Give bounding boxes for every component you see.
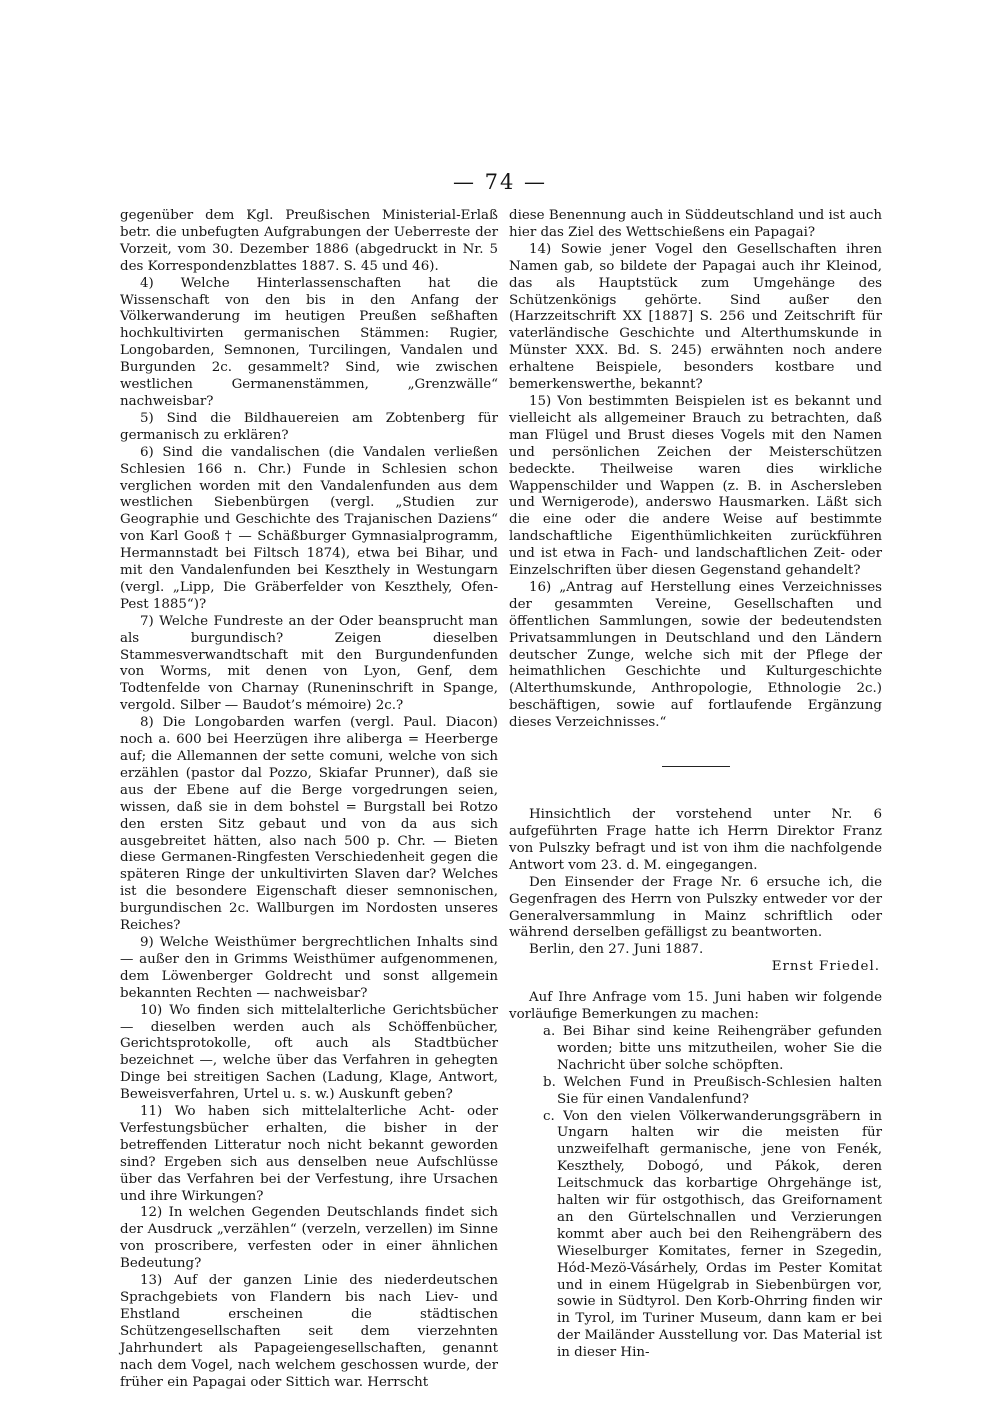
paragraph: Auf Ihre Anfrage vom 15. Juni haben wir folgende vorläufige Bemerkungen zu machen: <box>509 990 882 1023</box>
paragraph: 10) Wo finden sich mittelalterliche Gerichtsbücher — dieselben werden auch als Schöffenbücher, Gerichtsprotokolle, oft auch als Stadtbücher bezeichnet —, welche über das Verfahren in gehegten Dinge bei streitigen Sachen (Ladung, Klage, Antwort, Beweisverfahren, Urtel u. s. w.) Auskunft geben? <box>120 1002 498 1103</box>
paragraph: 12) In welchen Gegenden Deutschlands findet sich der Ausdruck „verzählen“ (verzeln, verzellen) im Sinne von proscribere, verfesten oder in einer ähnlichen Bedeutung? <box>120 1205 498 1272</box>
paragraph: Berlin, den 27. Juni 1887. <box>529 942 704 958</box>
paragraph: 13) Auf der ganzen Linie des niederdeutschen Sprachgebiets von Flandern bis nach Liev- und Ehstland erscheinen die städtischen Schützengesellschaften seit dem vierzehnten Jahrhundert als Papageiengesellschaften, genannt nach dem Vogel, nach welchem geschossen wurde, der früher ein Papagai oder Sittich war. Herrscht <box>120 1273 498 1390</box>
paragraph: 5) Sind die Bildhauereien am Zobtenberg für germanisch zu erklären? <box>120 410 498 443</box>
left-column <box>120 208 498 1391</box>
paragraph: Hinsichtlich der vorstehend unter Nr. 6 aufgeführten Frage hatte ich Herrn Direktor Franz von Pulszky befragt und ist von ihm die nachfolgende Antwort vom 23. d. M. eingegangen. <box>509 807 882 873</box>
signature: Ernst Friedel. <box>771 959 880 975</box>
section-divider <box>662 766 730 767</box>
paragraph: 4) Welche Hinterlassenschaften hat die Wissenschaft von den bis in den Anfang der Völkerwanderung im heutigen Preußen seßhaften hochkultivirten germanischen Stämmen: Rugier, Longobarden, Semnonen, Turcilingen, Vandalen und Burgunden 2c. gesammelt? Sind, wie zwischen westlichen Germanenstämmen, „Grenzwälle“ nachweisbar? <box>120 275 498 409</box>
questions-continued <box>509 208 882 732</box>
list-item: c. Von den vielen Völkerwanderungsgräbern in Ungarn halten wir die meisten für unzweifelhaft germanische, jene von Fenék, Keszthely, Dobogó, und Pákok, deren Leitschmuck das korbartige Ohrgehänge ist, halten wir für ostgothisch, das Greifornament an den Gürtelschnallen und Verzierungen kommt aber auch bei den Reihengräbern des Wieselburger Komitates, ferner in Szegedin, Hód-Mezö-Vásárhely, Ordas im Pester Komitat und in einem Hügelgrab in Siebenbürgen vor, sowie in Südtyrol. Den Korb-Ohrring finden wir in Tyrol, im Turiner Museum, dann kam er bei der Mailänder Ausstellung vor. Das Material ist in dieser Hin- <box>543 1108 882 1361</box>
right-column <box>509 208 882 1362</box>
paragraph: 7) Welche Fundreste an der Oder beansprucht man als burgundisch? Zeigen dieselben Stammesverwandtschaft mit den Burgundenfunden von Worms, mit denen von Lyon, Genf, dem Todtenfelde von Charnay (Runeninschrift in Spange, vergold. Silber — Baudot’s mémoire) 2c.? <box>120 613 498 714</box>
paragraph: gegenüber dem Kgl. Preußischen Ministerial-Erlaß betr. die unbefugten Aufgrabungen der Ueberreste der Vorzeit, vom 30. Dezember 1886 (abgedruckt in Nr. 5 des Korrespondenzblattes 1887. S. 45 und 46). <box>120 208 498 274</box>
section-spacer <box>509 976 882 990</box>
paragraph: 11) Wo haben sich mittelalterliche Acht- oder Verfestungsbücher erhalten, die bisher in der betreffenden Litteratur noch nicht bekannt geworden sind? Ergeben sich aus denselben neue Aufschlüsse über das Verfahren bei der Verfestung, ihre Ursachen und ihre Wirkungen? <box>120 1104 498 1204</box>
reply-letter <box>509 990 882 1362</box>
editorial-note <box>509 807 882 976</box>
paragraph: diese Benennung auch in Süddeutschland und ist auch hier das Ziel des Wettschießens ein Papagai? <box>509 208 882 240</box>
paragraph: 14) Sowie jener Vogel den Gesellschaften ihren Namen gab, so bildete der Papagai auch ihr Kleinod, das als Hauptstück zum Umgehänge des Schützenkönigs gehörte. Sind außer den (Harzzeitschrift XX [1887] S. 256 und Zeitschrift für vaterländische Geschichte und Alterthumskunde in Münster XXX. Bd. S. 245) erwähnten noch andere erhaltene Beispiele, besonders kostbare und bemerkenswerthe, bekannt? <box>509 241 882 393</box>
list-item: b. Welchen Fund in Preußisch-Schlesien halten Sie für einen Vandalenfund? <box>543 1074 882 1107</box>
paragraph: Den Einsender der Frage Nr. 6 ersuche ich, die Gegenfragen des Herrn von Pulszky entweder vor der Generalversammlung in Mainz schriftlich oder während derselben gefälligst zu beantworten. <box>509 874 882 941</box>
paragraph: 6) Sind die vandalischen (die Vandalen verließen Schlesien 166 n. Chr.) Funde in Schlesien schon verglichen worden mit den Vandalenfunden aus dem westlichen Siebenbürgen (vergl. „Studien zur Geographie und Geschichte des Trajanischen Daziens“ von Karl Gooß † — Schäßburger Gymnasialprogramm, Hermannstadt bei Filtsch 1874), etwa bei Bihar, und mit den Vandalenfunden bei Keszthely in Westungarn (vergl. „Lipp, Die Gräberfelder von Keszthely, Ofen-Pest 1885“)? <box>120 444 498 612</box>
paragraph: 8) Die Longobarden warfen (vergl. Paul. Diacon) noch a. 600 bei Heerzügen ihre aliberga = Heerberge auf; die Allemannen der sette comuni, welche von sich erzählen (pastor dal Pozzo, Skiafar Prunner), daß sie aus der Ebene auf die Berge vorgedrungen seien, wissen, daß sie in dem bohstel = Burgstall bei Rotzo den ersten Sitz gebaut und von da aus sich ausgebreitet hätten, also nach 500 p. Chr. — Bieten diese Germanen-Ringfesten Verschiedenheit gegen die späteren Ringe der unkultivirten Slaven dar? Welches ist die besondere Eigenschaft dieser semnonischen, burgundischen 2c. Wallburgen im Nordosten unseres Reiches? <box>120 715 498 934</box>
paragraph: 9) Welche Weisthümer bergrechtlichen Inhalts sind — außer den in Grimms Weisthümer aufgenommenen, dem Löwenberger Goldrecht und sonst allgemein bekannten Rechten — nachweisbar? <box>120 934 498 1001</box>
list-item: a. Bei Bihar sind keine Reihengräber gefunden worden; bitte uns mitzutheilen, woher Sie die Nachricht über solche schöpften. <box>543 1023 882 1073</box>
page-number: — 74 — <box>452 170 548 194</box>
paragraph: 15) Von bestimmten Beispielen ist es bekannt und vielleicht als allgemeiner Brauch zu betrachten, daß man Flügel und Brust dieses Vogels mit den Namen und persönlichen Zeichen der Meisterschützen bedeckte. Theilweise waren dies wirkliche Wappenschilder und Wappen (z. B. in Aschersleben und Wernigerode), anderswo Hausmarken. Läßt sich die eine oder die andere Weise auf bestimmte landschaftliche Eigenthümlichkeiten zurückführen und ist etwa in Fach- und landschaftlichen Zeit- oder Einzelschriften über diesen Gegenstand gehandelt? <box>509 393 882 579</box>
paragraph: 16) „Antrag auf Herstellung eines Verzeichnisses der gesammten Vereine, Gesellschaften und öffentlichen Sammlungen, sowie der bedeutendsten Privatsammlungen in Deutschland und den Ländern deutscher Zunge, welche sich mit der Pflege der heimathlichen Geschichte und Kulturgeschichte (Alterthumskunde, Anthropologie, Ethnologie 2c.) beschäftigen, sowie auf fortlaufende Ergänzung dieses Verzeichnisses.“ <box>509 579 882 731</box>
